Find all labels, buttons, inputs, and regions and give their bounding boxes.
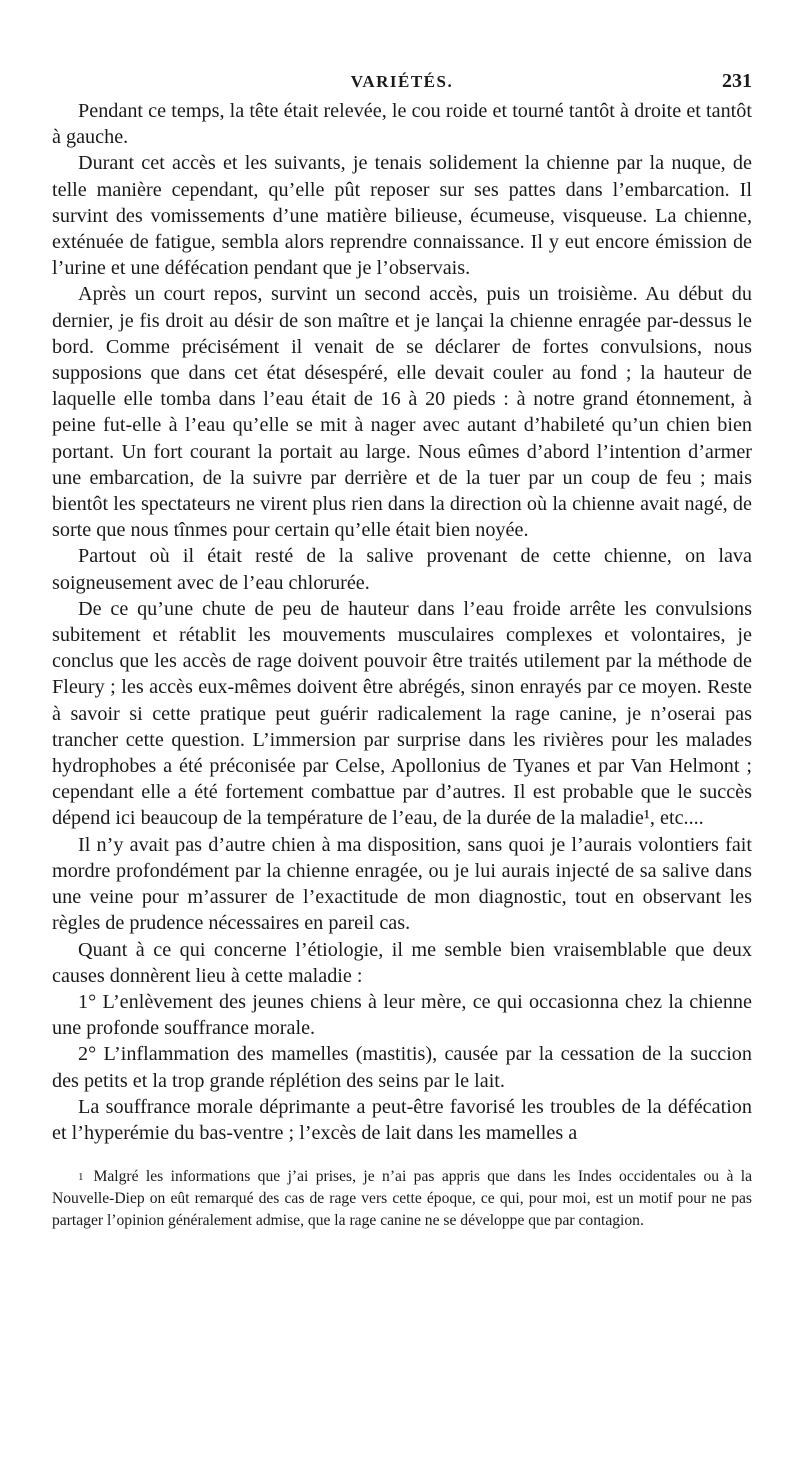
running-head [52, 64, 752, 98]
paragraph: Quant à ce qui concerne l’étiologie, il me semble bien vraisemblable que deux causes donnèrent lieu à cette maladie : [52, 938, 752, 987]
footnote [52, 1166, 752, 1232]
paragraph: Pendant ce temps, la tête était relevée, le cou roide et tourné tantôt à droite et tantôt à gauche. [52, 100, 752, 149]
running-title: VARIÉTÉS. [350, 72, 454, 91]
paragraph: Après un court repos, survint un second accès, puis un troisième. Au début du dernier, je fis droit au désir de son maître et je lançai la chienne enragée par-dessus le bord. Comme précisément il venait de se déclarer de fortes convulsions, nous supposions que dans cet état désespéré, elle devait couler au fond ; la hauteur de laquelle elle tomba dans l’eau était de 16 à 20 pieds : à notre grand étonnement, à peine fut-elle à l’eau qu’elle se mit à nager avec autant d’habileté qu’un chien bien portant. Un fort courant la portait au large. Nous eûmes d’abord l’intention d’armer une embarcation, de la suivre par derrière et de la tuer par un coup de feu ; mais bientôt les spectateurs ne virent plus rien dans la direction où la chienne avait nagé, de sorte que nous tînmes pour certain qu’elle était bien noyée. [52, 283, 752, 542]
paragraph: Durant cet accès et les suivants, je tenais solidement la chienne par la nuque, de telle manière cependant, qu’elle pût reposer sur ses pattes dans l’embarcation. Il survint des vomissements d’une matière bilieuse, écumeuse, visqueuse. La chienne, exténuée de fatigue, sembla alors reprendre connaissance. Il y eut encore émission de l’urine et une défécation pendant que je l’observais. [52, 152, 752, 280]
paragraph: Partout où il était resté de la salive provenant de cette chienne, on lava soigneusement avec de l’eau chlorurée. [52, 545, 752, 594]
footnote-text: Malgré les informations que j’ai prises, je n’ai pas appris que dans les Indes occidentales ou à la Nouvelle-Diep on eût remarqué des cas de rage vers cette époque, ce qui, pour moi, est un motif pour ne pas partager l’opinion généralement admise, que la rage canine ne se développe que par contagion. [52, 1168, 752, 1230]
paragraph: Il n’y avait pas d’autre chien à ma disposition, sans quoi je l’aurais volontiers fait mordre profondément par la chienne enragée, ou je lui aurais injecté de sa salive dans une veine pour m’assurer de l’exactitude de mon diagnostic, tout en observant les règles de prudence nécessaires en pareil cas. [52, 833, 752, 935]
footnote-marker: 1 [78, 1171, 84, 1184]
paragraph: De ce qu’une chute de peu de hauteur dans l’eau froide arrête les convulsions subitement et rétablit les mouvements musculaires complexes et volontaires, je conclus que les accès de rage doivent pouvoir être traités utilement par la méthode de Fleury ; les accès eux-mêmes doivent être abrégés, sinon enrayés par ce moyen. Reste à savoir si cette pratique peut guérir radicalement la rage canine, je n’oserai pas trancher cette question. L’immersion par surprise dans les rivières pour les malades hydrophobes a été préconisée par Celse, Apollonius de Tyanes et par Van Helmont ; cependant elle a été fortement combattue par d’autres. Il est probable que le succès dépend ici beaucoup de la température de l’eau, de la durée de la maladie¹, etc.... [52, 597, 752, 830]
paragraph: La souffrance morale déprimante a peut-être favorisé les troubles de la défécation et l’hyperémie du bas-ventre ; l’excès de lait dans les mamelles a [52, 1095, 752, 1144]
list-item-cause-1: 1° L’enlèvement des jeunes chiens à leur mère, ce qui occasionna chez la chienne une profonde souffrance morale. [52, 990, 752, 1040]
book-page [52, 64, 752, 1232]
body-text [52, 98, 752, 1146]
list-item-cause-2: 2° L’inflammation des mamelles (mastitis), causée par la cessation de la succion des petits et la trop grande réplétion des seins par le lait. [52, 1043, 752, 1092]
page-number: 231 [722, 70, 752, 92]
